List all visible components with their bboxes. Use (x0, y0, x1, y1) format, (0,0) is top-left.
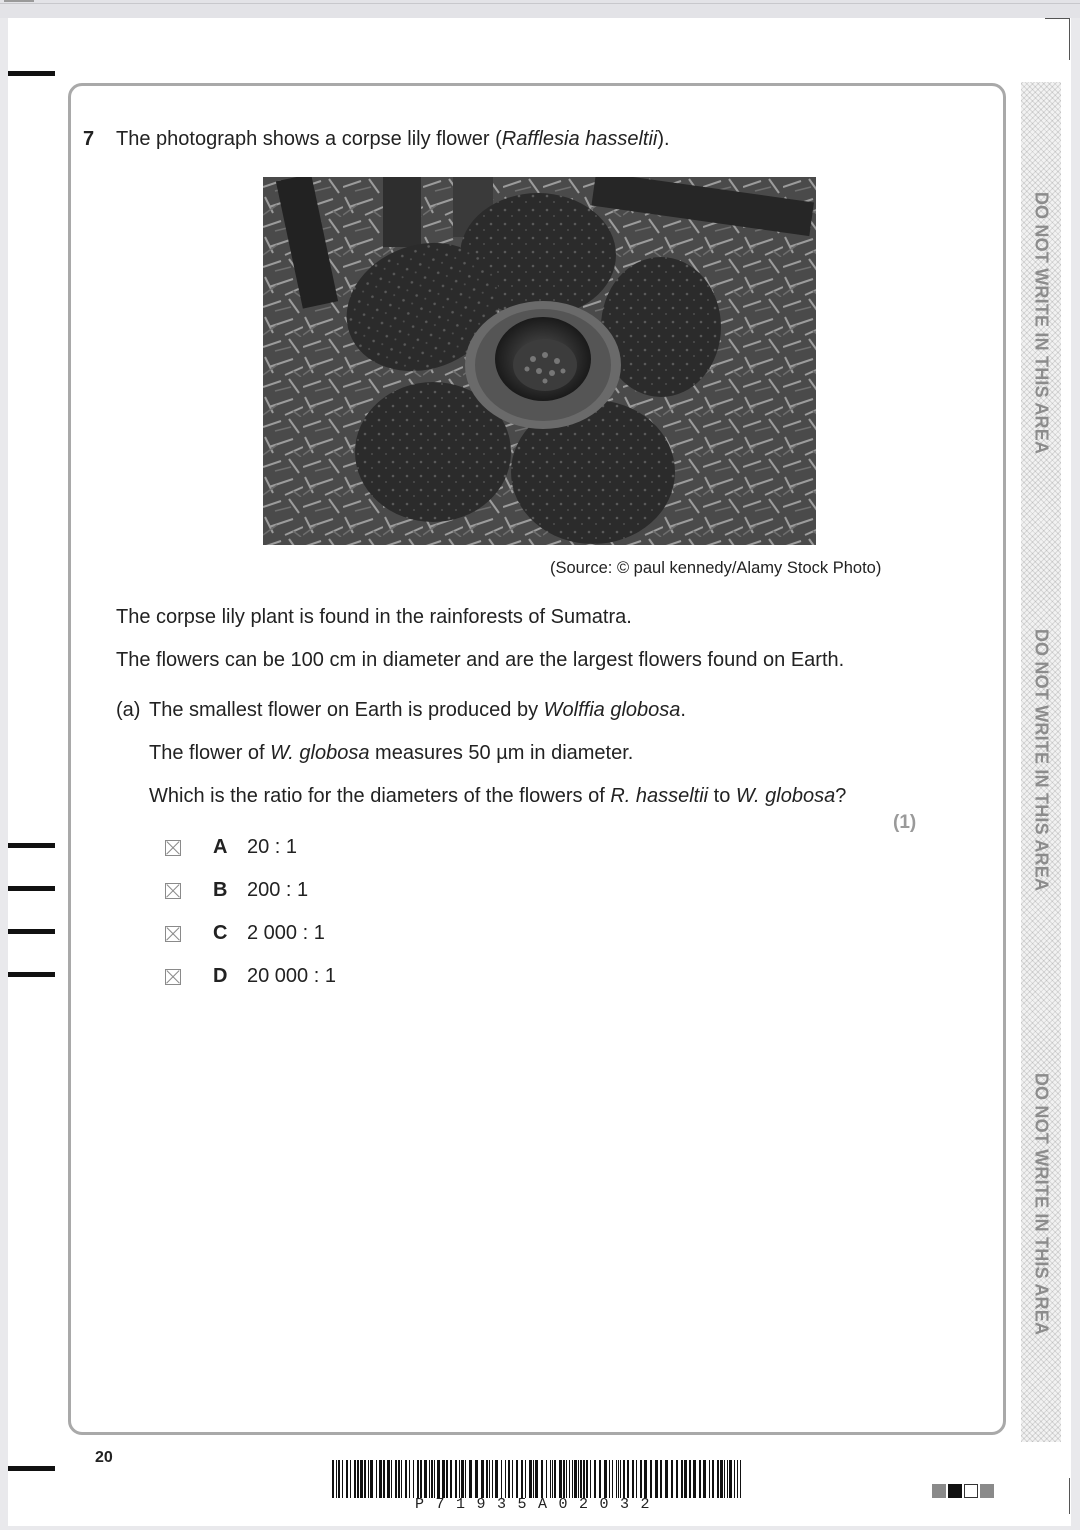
barcode-bar (395, 1460, 397, 1498)
barcode-bar (566, 1460, 567, 1498)
barcode-bar (671, 1460, 673, 1498)
barcode-bar (583, 1460, 585, 1498)
part-a-question: Which is the ratio for the diameters of the flowers of R. hasseltii to W. globosa? (149, 785, 847, 807)
barcode-bar (354, 1460, 356, 1498)
option-d-letter: D (213, 965, 228, 987)
barcode-bar (620, 1460, 621, 1498)
barcode-bar (383, 1460, 385, 1498)
barcode-bar (636, 1460, 637, 1498)
crop-mark-top-right (1045, 18, 1070, 19)
barcode-bar (434, 1460, 435, 1498)
barcode-bar (559, 1460, 562, 1498)
option-c-text: 2 000 : 1 (247, 922, 325, 944)
barcode-bar (660, 1460, 662, 1498)
crop-mark-bottom-right (1069, 1478, 1070, 1514)
barcode-bar (541, 1460, 543, 1498)
barcode-bar (413, 1460, 414, 1498)
barcode-bar (391, 1460, 392, 1498)
option-c-letter: C (213, 922, 228, 944)
barcode-bar (357, 1460, 359, 1498)
barcode-bar (446, 1460, 448, 1498)
barcode-bar (429, 1460, 430, 1498)
barcode-bar (512, 1460, 513, 1498)
barcode-bar (580, 1460, 582, 1498)
option-a-text: 20 : 1 (247, 836, 298, 858)
barcode-bar (469, 1460, 472, 1498)
barcode-bar (338, 1460, 340, 1498)
barcode-bar (640, 1460, 642, 1498)
indicator-square (964, 1484, 978, 1498)
barcode-bar (699, 1460, 701, 1498)
barcode-bar (516, 1460, 518, 1498)
barcode-bar (486, 1460, 488, 1498)
part-a-line-2: The flower of W. globosa measures 50 µm in diameter. (149, 742, 634, 764)
barcode-bar (590, 1460, 591, 1498)
timing-mark (8, 886, 55, 891)
barcode-bar (578, 1460, 579, 1498)
barcode-bar (609, 1460, 610, 1498)
barcode-bar (368, 1460, 369, 1498)
indicator-square (980, 1484, 994, 1498)
barcode-bar (586, 1460, 588, 1498)
barcode-bar (401, 1460, 402, 1498)
barcode-bar (709, 1460, 710, 1498)
barcode-bar (703, 1460, 706, 1498)
barcode-bar (684, 1460, 687, 1498)
barcode-bar (552, 1460, 553, 1498)
option-a-letter: A (213, 836, 228, 858)
image-credit: (Source: © paul kennedy/Alamy Stock Photo) (550, 559, 882, 577)
barcode-bar (729, 1460, 732, 1498)
barcode-bar (505, 1460, 506, 1498)
option-b-letter: B (213, 879, 228, 901)
barcode-bar (712, 1460, 714, 1498)
corpse-lily-illustration (263, 177, 816, 545)
barcode-bar (450, 1460, 452, 1498)
paragraph-1: The corpse lily plant is found in the rainforests of Sumatra. (116, 606, 632, 628)
timing-mark (8, 843, 55, 848)
barcode-bar (720, 1460, 723, 1498)
barcode-bar (508, 1460, 510, 1498)
barcode-bar (405, 1460, 407, 1498)
part-a-line-1: The smallest flower on Earth is produced by Wolffia globosa. (149, 699, 686, 721)
barcode-bar (481, 1460, 484, 1498)
barcode (330, 1460, 746, 1498)
option-a-checkbox[interactable] (165, 840, 181, 856)
corpse-lily-photo (263, 177, 816, 545)
barcode-bar (572, 1460, 573, 1498)
barcode-bar (563, 1460, 565, 1498)
barcode-bar (424, 1460, 427, 1498)
barcode-bar (665, 1460, 668, 1498)
barcode-bar (546, 1460, 547, 1498)
barcode-bar (599, 1460, 601, 1498)
option-c-checkbox[interactable] (165, 926, 181, 942)
barcode-bar (569, 1460, 570, 1498)
question-number: 7 (83, 128, 95, 150)
barcode-bar (417, 1460, 419, 1498)
timing-mark (8, 1466, 55, 1471)
marks-indicator: (1) (893, 812, 917, 833)
barcode-bar (717, 1460, 719, 1498)
crop-mark-top-right-vertical (1069, 18, 1070, 60)
barcode-bar (529, 1460, 532, 1498)
barcode-bar (431, 1460, 433, 1498)
barcode-bar (689, 1460, 691, 1498)
barcode-bar (618, 1460, 619, 1498)
barcode-bar (465, 1460, 466, 1498)
barcode-bar (676, 1460, 678, 1498)
barcode-bar (734, 1460, 735, 1498)
barcode-bar (437, 1460, 440, 1498)
timing-mark (8, 71, 55, 76)
question-intro: The photograph shows a corpse lily flower (Rafflesia hasseltii). (116, 128, 670, 150)
barcode-bar (737, 1460, 738, 1498)
barcode-bar (594, 1460, 596, 1498)
barcode-bar (644, 1460, 647, 1498)
timing-mark (8, 929, 55, 934)
barcode-bar (350, 1460, 351, 1498)
barcode-bar (550, 1460, 551, 1498)
barcode-bar (459, 1460, 460, 1498)
top-rule (0, 3, 1080, 4)
barcode-bar (442, 1460, 445, 1498)
barcode-bar (398, 1460, 400, 1498)
barcode-bar (342, 1460, 343, 1498)
timing-mark (8, 972, 55, 977)
barcode-bar (489, 1460, 490, 1498)
barcode-bar (379, 1460, 382, 1498)
option-d-text: 20 000 : 1 (247, 965, 336, 987)
barcode-bar (681, 1460, 683, 1498)
barcode-bar (616, 1460, 617, 1498)
barcode-bar (655, 1460, 658, 1498)
barcode-bar (574, 1460, 577, 1498)
barcode-bar (727, 1460, 728, 1498)
barcode-bar (360, 1460, 363, 1498)
barcode-bar (627, 1460, 629, 1498)
option-b-text: 200 : 1 (247, 879, 309, 901)
barcode-bar (604, 1460, 607, 1498)
barcode-bar (332, 1460, 334, 1498)
barcode-bar (525, 1460, 526, 1498)
barcode-bar (501, 1460, 502, 1498)
barcode-bar (409, 1460, 410, 1498)
indicator-square (932, 1484, 946, 1498)
barcode-bar (376, 1460, 377, 1498)
barcode-bar (632, 1460, 634, 1498)
barcode-bar (492, 1460, 493, 1498)
indicator-square (948, 1484, 962, 1498)
page-number: 20 (95, 1449, 113, 1466)
option-b-checkbox[interactable] (165, 883, 181, 899)
barcode-bar (387, 1460, 390, 1498)
barcode-bar (612, 1460, 613, 1498)
barcode-bar (521, 1460, 523, 1498)
barcode-bar (495, 1460, 498, 1498)
barcode-bar (461, 1460, 464, 1498)
barcode-text: P71935A02032 (414, 1496, 662, 1513)
barcode-bar (455, 1460, 457, 1498)
barcode-bar (693, 1460, 696, 1498)
barcode-bar (364, 1460, 366, 1498)
barcode-bar (346, 1460, 348, 1498)
barcode-bar (724, 1460, 725, 1498)
option-d-checkbox[interactable] (165, 969, 181, 985)
barcode-bar (370, 1460, 373, 1498)
barcode-bar (623, 1460, 625, 1498)
barcode-bar (650, 1460, 652, 1498)
paragraph-2: The flowers can be 100 cm in diameter and are the largest flowers found on Earth. (116, 649, 845, 671)
barcode-bar (554, 1460, 556, 1498)
barcode-bar (420, 1460, 422, 1498)
barcode-bar (336, 1460, 337, 1498)
corner-tick (4, 0, 34, 2)
barcode-bar (475, 1460, 478, 1498)
part-a-label: (a) (116, 699, 141, 721)
barcode-bar (533, 1460, 534, 1498)
barcode-bar (535, 1460, 538, 1498)
barcode-bar (740, 1460, 741, 1498)
